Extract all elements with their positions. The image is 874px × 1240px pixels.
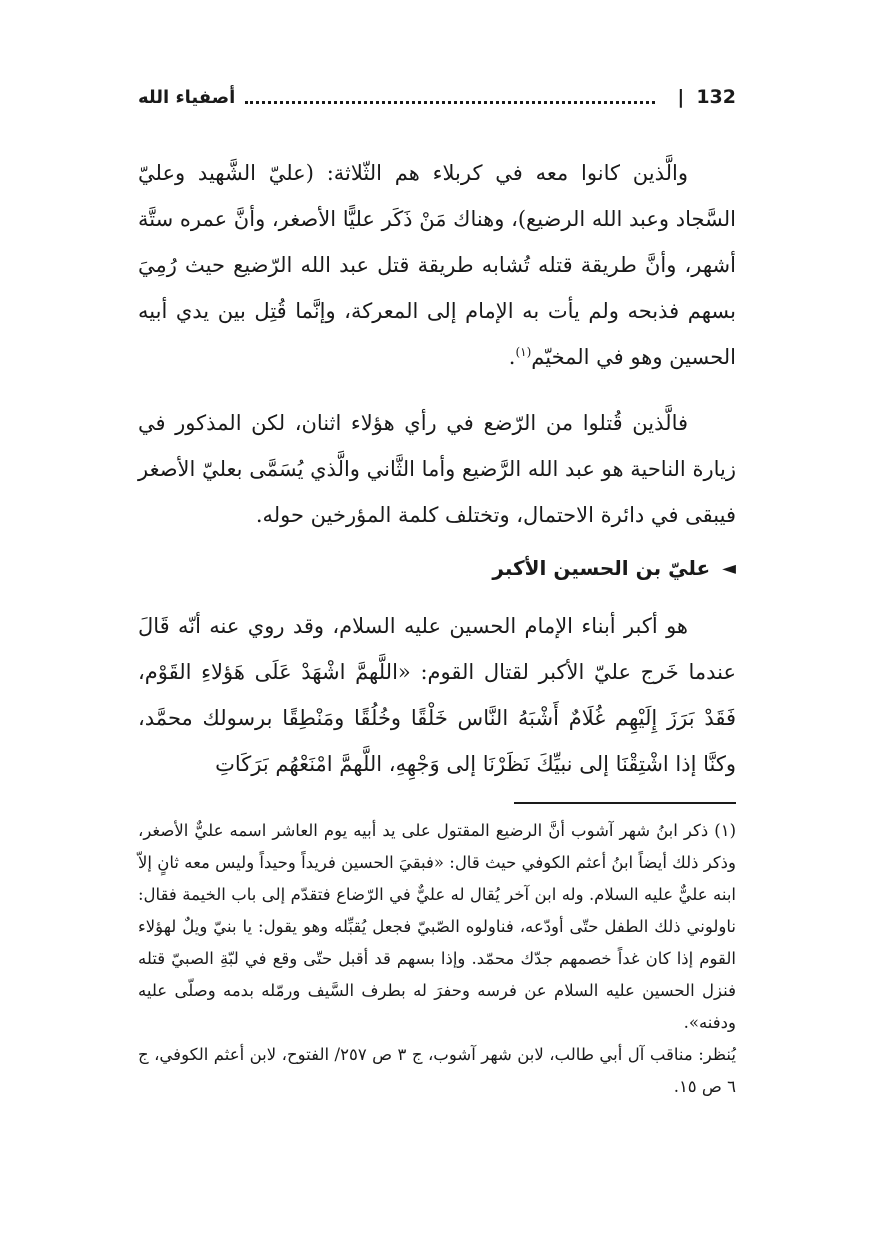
section-heading bbox=[138, 556, 736, 580]
paragraph-1 bbox=[138, 150, 736, 380]
paragraph-2 bbox=[138, 400, 736, 538]
paragraph-2-text: فالَّذين قُتلوا من الرّضع في رأي هؤلاء اثنان، لكن المذكور في زيارة الناحية هو عبد الله الرَّضيع وأما الثَّاني والَّذي يُسَمَّى بعليّ الأصغر فيبقى في دائرة الاحتمال، وتختلف كلمة المؤرخين حوله. bbox=[138, 411, 736, 527]
page-header bbox=[138, 80, 736, 114]
header-dotted-leader bbox=[245, 101, 655, 104]
footnote-source: يُنظر: مناقب آل أبي طالب، لابن شهر آشوب، ج ٣ ص ٢٥٧/ الفتوح، لابن أعثم الكوفي، ج ٦ ص ١٥. bbox=[138, 1045, 736, 1096]
footnote-number: (١) bbox=[714, 821, 736, 840]
footnote-separator bbox=[514, 802, 736, 804]
footnote-1 bbox=[138, 815, 736, 1039]
paragraph-1-text: والَّذين كانوا معه في كربلاء هم الثّلاثة: (عليّ الشَّهيد وعليّ السَّجاد وعبد الله الرضيع)، وهناك مَنْ ذَكَر عليًّا الأصغر، وأنَّ عمره ستَّة أشهر، وأنَّ طريقة قتله تُشابه طريقة قتل عبد الله الرّضيع حيث رُمِيَ بسهم فذبحه ولم يأت به الإمام إلى المعركة، وإنَّما قُتِل بين يدي أبيه الحسين وهو في المخيّم bbox=[138, 161, 736, 369]
page-number: 132 bbox=[696, 86, 736, 108]
running-title: أصفياء الله bbox=[138, 86, 236, 108]
header-separator: | bbox=[677, 86, 685, 108]
section-title: عليّ بن الحسين الأكبر bbox=[492, 556, 711, 580]
paragraph-3 bbox=[138, 603, 736, 787]
footnotes bbox=[138, 815, 736, 1103]
paragraph-1-ending: . bbox=[508, 345, 516, 369]
section-marker-icon: ◄ bbox=[722, 557, 736, 579]
footnote-text: ذكر ابنُ شهر آشوب أنَّ الرضيع المقتول على يد أبيه يوم العاشر اسمه عليٌّ الأصغر، وذكر ذلك أيضاً ابنُ أعثم الكوفي حيث قال: «فبقيَ الحسين فريداً وحيداً وليس معه ثانٍ إلاّ ابنه عليٌّ عليه السلام. وله ابن آخر يُقال له عليٌّ في الرّضاع فتقدّم إلى باب الخيمة فقال: ناولوني ذلك الطفل حتّى أودّعه، فناولوه الصّبيّ فجعل يُقبِّله وهو يقول: يا بنيّ ويلٌ لهؤلاء القوم إذا كان غداً خصمهم جدّك محمّد. وإذا بسهم قد أقبل حتّى وقع في لبّةِ الصبيّ قتله فنزل الحسين عليه السلام عن فرسه وحفرَ له بطرف السَّيف ورمّله بدمه وصلّى عليه ودفنه». bbox=[138, 821, 736, 1032]
paragraph-3-text: هو أكبر أبناء الإمام الحسين عليه السلام، وقد روي عنه أنّه قَالَ عندما خَرج عليّ الأكبر لقتال القوم: «اللَّهمَّ اشْهَدْ عَلَى هَؤلاءِ القَوْم، فَقَدْ بَرَزَ إِلَيْهِم غُلَامٌ أَشْبَهُ النَّاس خَلْقًا وخُلُقًا ومَنْطِقًا برسولك محمَّد، وكنَّا إذا اشْتِقْنَا إلى نبيِّكَ نَظَرْنَا إلى وَجْهِهِ، اللَّهمَّ امْنَعْهُم بَرَكَاتِ bbox=[138, 614, 736, 776]
footnote-reference[interactable]: (١) bbox=[515, 345, 532, 359]
